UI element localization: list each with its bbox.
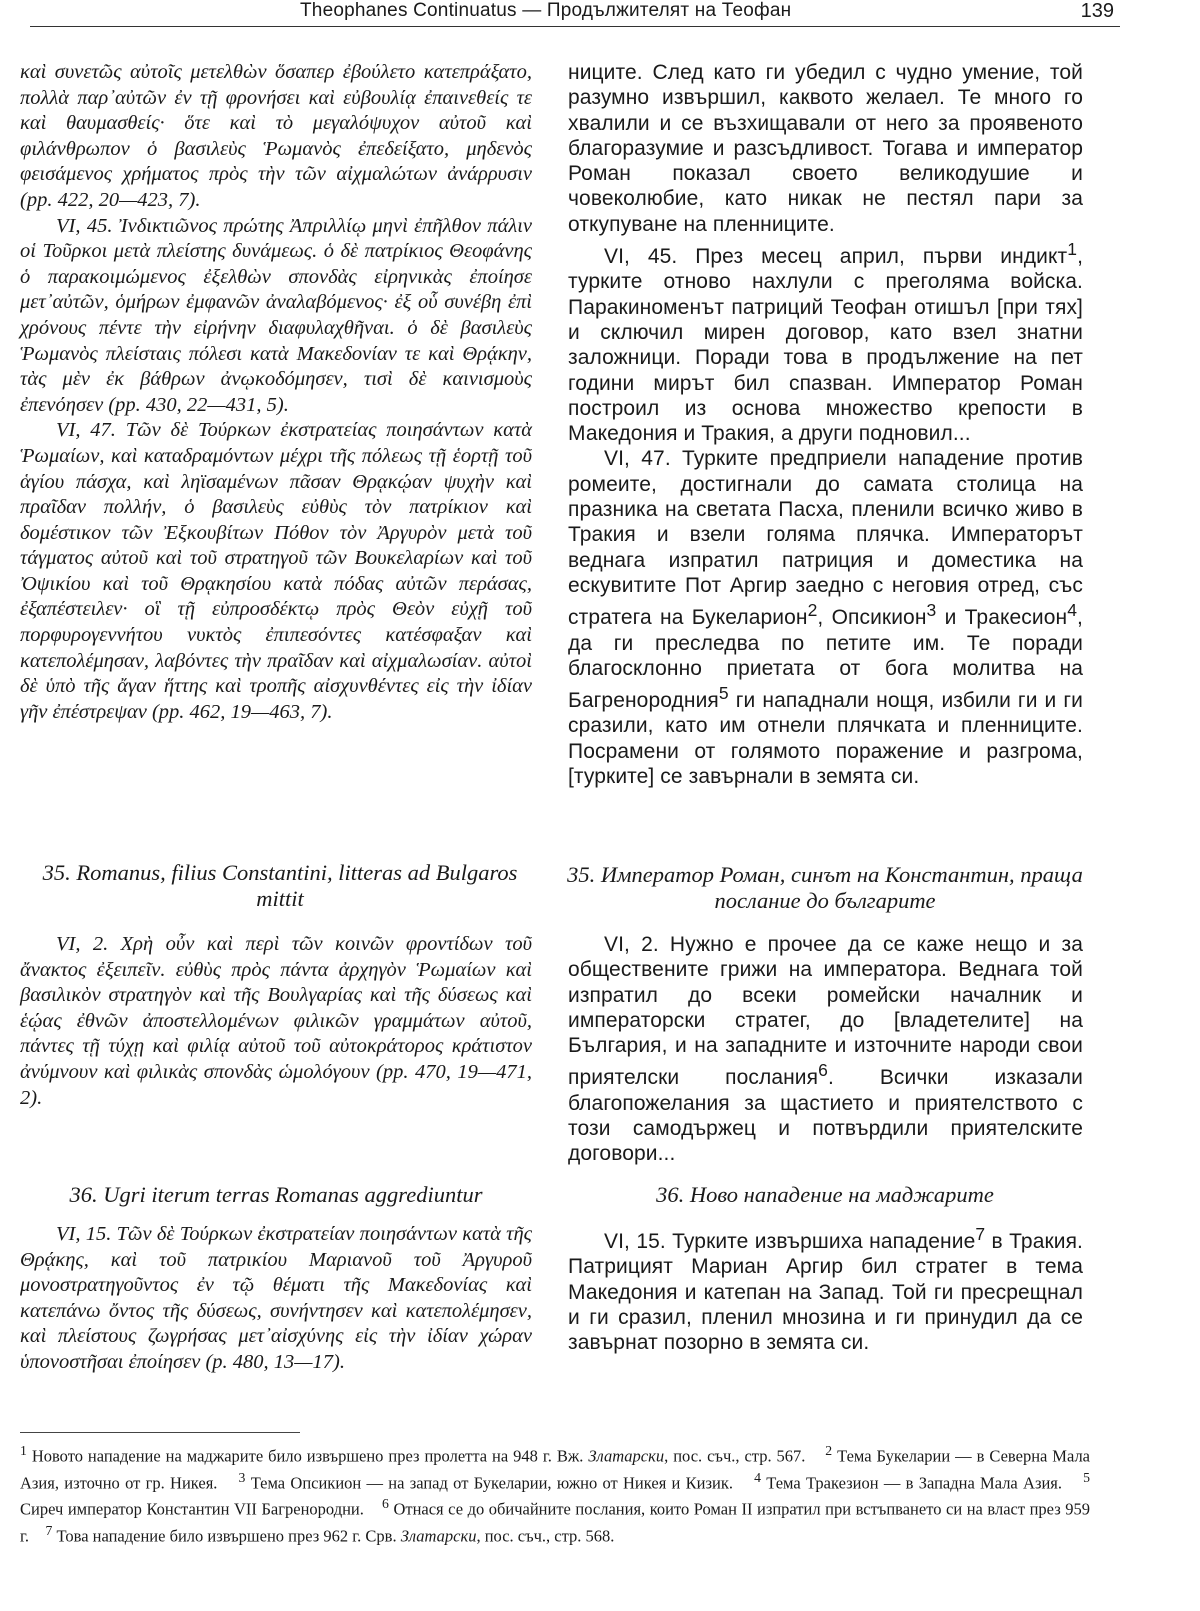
footnote-ref: 4 — [1067, 600, 1078, 621]
footnote-number: 3 — [238, 1469, 246, 1485]
footnote-text: Тема Букеларии — в Северна Мала Азия, източно от гр. Никея. — [20, 1446, 1091, 1492]
paragraph-text: и Тракесион — [936, 606, 1068, 630]
footnote-ref: 2 — [807, 600, 818, 621]
footnote-text: Сиреч император Константин VII Багренородни. — [20, 1499, 364, 1519]
paragraph-text: ниците. След като ги убедил с чудно умение, той разумно извършил, каквото желаел. Те много го хвалили и се възхищавали от него за проявеното благоразумие и разсъдливост. Тогава и император Роман показал своето великодушие и човеколюбие, като никак не пестял пари за откупуване на пленниците. — [568, 61, 1083, 236]
greek-section-36 — [20, 1222, 532, 1376]
greek-section-35 — [20, 932, 532, 1111]
bulgarian-paragraph — [568, 60, 1083, 237]
greek-paragraph: VI, 15. Τῶν δὲ Τούρκων ἐκστρατείαν ποιησάντων κατὰ τῆς Θρᾴκης, καὶ τοῦ πατρικίου Μαριανοῦ τοῦ Ἀργυροῦ μονοστρατηγοῦντος ἐν τῷ θέματι τῆς Μακεδονίας καὶ κατεπάνω ὄντος τῆς δύσεως, συνήντησεν καὶ κατεπολέμησεν, καὶ πλείστους ζωγρήσας μετ᾽αἰσχύνης εἰς τὴν ἰδίαν χώραν ὑπονοστῆσαι ἐποίησεν (p. 480, 13—17). — [20, 1223, 532, 1373]
bulgarian-section-36 — [568, 1222, 1083, 1355]
bulgarian-paragraph — [568, 932, 1083, 1167]
paragraph-text: , Опсикион — [817, 606, 927, 630]
footnote-divider — [20, 1432, 300, 1433]
footnote-text: Тема Опсикион — на запад от Букеларии, южно от Никея и Кизик. — [245, 1473, 733, 1492]
paragraph-text: ги нападнали нощя, избили ги и ги сразили, като им отнели плячката и пленниците. Посрамени от голямото поражение и разгрома, [турките] се завърнали в земята си. — [568, 689, 1083, 789]
section-heading-35-bulgarian: 35. Император Роман, синът на Константин, праща послание до българите — [567, 862, 1083, 913]
footnote-number: 7 — [45, 1522, 53, 1538]
footnote-number: 6 — [382, 1496, 389, 1511]
paragraph-text: , турките отново нахлули с преголяма войска. Паракиноменът патриций Теофан отишъл [при тях] и сключил мирен договор, като взел знатни заложници. Поради това в продължение на пет години мирът бил спазван. Император Роман построил из основа множество крепости в Македония и Тракия, а други подновил... — [568, 245, 1083, 446]
paragraph-text: VI, 47. Турките предприели нападение против ромеите, достигнали до самата столица на празника на светата Пасха, пленили всичко живо в Тракия и взели голяма плячка. Императорът веднага изпратил патриция и доместика на ескувитите Пот Аргир заедно с неговия отред, със стратега на Букеларион — [568, 447, 1083, 630]
footnote-ref: 3 — [926, 600, 937, 621]
footnote-text: Новото нападение на маджарите било извършено през пролетта на 948 г. Вж. — [26, 1446, 589, 1466]
footnote-text: Тема Тракезион — в Западна Мала Азия. — [761, 1473, 1063, 1492]
greek-paragraph: VI, 47. Τῶν δὲ Τούρκων ἐκστρατείας ποιησάντων κατὰ Ῥωμαίων, καὶ καταδραμόντων μέχρι τῆς πόλεως τῇ ἑορτῇ τοῦ ἁγίου πάσχα, καὶ ληϊσαμένων πᾶσαν Θρᾳκῴαν ψυχὴν καὶ πραῖδαν πολλήν, ὁ βασιλεὺς εὐθὺς τὸν πατρίκιον καὶ δομέστικον τῶν Ἐξκουβίτων Πόθον τὸν Ἀργυρὸν μετὰ τοῦ τάγματος αὐτοῦ καὶ τοῦ στρατηγοῦ τῶν Βουκελαρίων καὶ τοῦ Ὀψικίου καὶ τοῦ Θρᾳκησίου κατὰ πόδας αὐτῶν περάσας, ἐξαπέστειλεν· οἳ τῇ εὐπροσδέκτῳ πρὸς Θεὸν εὐχῇ τοῦ πορφυρογεννήτου νυκτὸς ἐπιπεσόντες κατέσφαξαν καὶ κατεπολέμησαν, λαβόντες τὴν πραῖδαν καὶ αἰχμαλωσίαν. αὐτοὶ δὲ ὑπὸ τῆς ἄγαν ἥττης καὶ τροπῆς αἰσχυνθέντες εἰς τὴν ἰδίαν γῆν ἐπέστρεψαν (pp. 462, 19—463, 7). — [20, 419, 532, 723]
bulgarian-paragraph — [568, 446, 1083, 789]
footnote-ref: 5 — [718, 683, 729, 704]
running-title: Theophanes Continuatus — Продължителят на Теофан — [300, 0, 792, 21]
footnote-text: Това нападение било извършено през 962 г. Срв. — [52, 1526, 401, 1545]
bulgarian-paragraph — [568, 1222, 1083, 1355]
paragraph-text: VI, 2. Нужно е прочее да се каже нещо и за обществените грижи на императора. Веднага той изпратил до всеки ромейски началник и императорски стратег, до [владетелите] на България, и на западните и източните народи свои приятелски послания — [568, 933, 1083, 1090]
section-heading-36-latin: 36. Ugri iterum terras Romanas aggrediuntur — [69, 1182, 483, 1207]
footnotes — [20, 1440, 1090, 1546]
footnote-ref: 6 — [818, 1060, 828, 1081]
footnote-ref: 7 — [975, 1224, 986, 1244]
greek-paragraph: καὶ συνετῶς αὐτοῖς μετελθὼν ὅσαπερ ἐβούλετο κατεπράξατο, πολλὰ παρ᾽αὐτῶν ἐν τῇ φρονήσει καὶ εὐβουλίᾳ ἐπαινεθείς τε καὶ θαυμασθείς· ὅτε καὶ τὸ μεγαλόψυχον αὐτοῦ καὶ φιλάνθρωπον ὁ βασιλεὺς Ῥωμανὸς ἐπεδείξατο, μηδενὸς φεισάμενος χρήματος πρὸς τὴν τῶν αἰχμαλώτων ἀνάρρυσιν (pp. 422, 20—423, 7). — [20, 61, 532, 211]
footnote-ref: 1 — [1067, 239, 1078, 260]
paragraph-text: VI, 15. Турките извършиха нападение — [604, 1230, 976, 1253]
footnote-number: 1 — [20, 1443, 27, 1458]
footnote-text: Отнася се до обичайните послания, които Роман II изпратил при встъпването си на власт през 959 г. — [20, 1499, 1090, 1545]
footnote-number: 5 — [1083, 1469, 1091, 1485]
section-heading-35-latin: 35. Romanus, filius Constantini, litteras ad Bulgaros mittit — [42, 860, 518, 911]
footnote-text: , пос. съч., стр. 567. — [664, 1446, 806, 1466]
greek-paragraph: VI, 2. Χρὴ οὖν καὶ περὶ τῶν κοινῶν φροντίδων τοῦ ἄνακτος ἐξειπεῖν. εὐθὺς πρὸς πάντα ἀρχηγὸν Ῥωμαίων καὶ βασιλικὸν στρατηγὸν καὶ τῆς Βουλγαρίας καὶ τῆς δύσεως καὶ ἑῴας ἐθνῶν ἀποστελλομένων φιλικῶν γραμμάτων αὐτοῦ, πάντες τῇ τύχῃ καὶ φιλίᾳ αὐτοῦ τοῦ αὐτοκράτορος κράτιστον ἀνύμνουν καὶ φιλικὰς σπονδὰς ὡμολόγουν (pp. 470, 19—471, 2). — [20, 933, 532, 1109]
section-heading-36-bulgarian: 36. Ново нападение на маджарите — [656, 1182, 994, 1207]
footnote-number: 2 — [825, 1443, 833, 1458]
bulgarian-paragraph — [568, 237, 1083, 446]
footnote-number: 4 — [754, 1469, 761, 1485]
paragraph-text: в Тракия. Патрицият Мариан Аргир бил стратег в тема Македония и катепан на Запад. Той ги пресрещнал и ги сразил, пленил мнозина и ги принудил да се завърнат позорно в земята си. — [568, 1230, 1083, 1355]
bulgarian-section-35 — [568, 932, 1083, 1167]
paragraph-text: VI, 45. През месец април, първи индикт — [604, 245, 1068, 269]
running-header — [30, 0, 1120, 27]
paragraph-text: , да ги преследва по петите им. Те поради благосклонно приетата от бога молитва на Багренородния — [568, 606, 1083, 713]
greek-paragraph: VI, 45. Ἰνδικτιῶνος πρώτης Ἀπριλλίῳ μηνὶ ἐπῆλθον πάλιν οἱ Τοῦρκοι μετὰ πλείστης δυνάμεως. ὁ δὲ πατρίκιος Θεοφάνης ὁ παρακοιμώμενος ἐξελθὼν σπονδὰς εἰρηνικὰς ἐποίησε μετ᾽αὐτῶν, ὁμήρων ἐμφανῶν ἀναλαβόμενος· ἐξ οὗ συνέβη ἐπὶ χρόνους πέντε τὴν εἰρήνην διαφυλαχθῆναι. ὁ δὲ βασιλεὺς Ῥωμανὸς πλείσταις πόλεσι κατὰ Μακεδονίαν τε καὶ Θρᾴκην, τὰς μὲν ἐκ βάθρων ἀνῳκοδόμησεν, τισὶ δὲ καινισμοὺς ἐπενόησεν (pp. 430, 22—431, 5). — [20, 214, 532, 416]
footnote-text: , пос. съч., стр. 568. — [476, 1526, 615, 1545]
footnote-author: Златарски — [400, 1526, 477, 1545]
paragraph-text: . Всички изказали благопожелания за щастието и приятелството с този самодържец и потвърдили приятелските договори... — [568, 1066, 1083, 1166]
footnote-author: Златарски — [588, 1446, 665, 1466]
bulgarian-column — [568, 60, 1083, 789]
page-number: 139 — [1080, 0, 1114, 22]
